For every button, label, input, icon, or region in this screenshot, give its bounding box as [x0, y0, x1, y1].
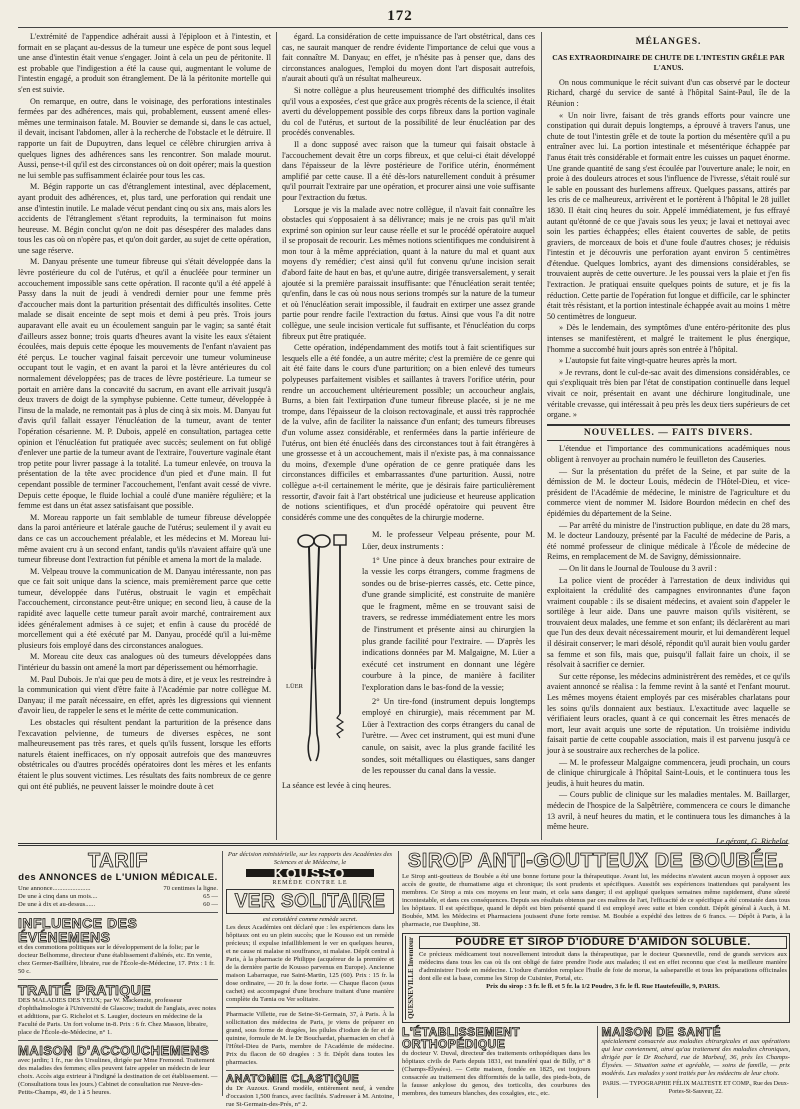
- tarif-label: De une à dix et au-dessus......: [18, 900, 96, 908]
- kousso-text: Les deux Académies ont déclaré que : les expériences dans les hôpitaux ont eu un plein succès; que le Kousso est un remède précieux; il expulse infailliblement le ver en quelques heures, et ne cause ni malaise ni souffrance, ni malaise. Dépôt central à Paris, à la pharmacie de Philippe (acquéreur de la première et de la dernière partie de Kousso parvenus en Europe). Ancienne maison Labarraque, rue Saint-Martin, 125 (60). Prix : 15 fr. la dose ordinaire, — 20 fr. la dose forte. — Chaque flacon (sous cachet) est accompagné d'une brochure traitant d'une manière complète du Tænia ou Ver solitaire.: [226, 924, 394, 1003]
- paragraph: L'étendue et l'importance des communications académiques nous obligent à renvoyer au prochain numéro le feuilleton des Causeries.: [547, 444, 790, 464]
- paragraph: » Dès le lendemain, des symptômes d'une entéro-péritonite des plus intenses se manifestèrent, et malgré le traitement le plus énergique, l'homme a succombé huit jours après son entrée à l'hôpital.: [547, 323, 790, 354]
- signature: Le gérant, G. Richelot.: [715, 836, 790, 846]
- paragraph: — On lit dans le Journal de Toulouse du 3 avril :: [559, 563, 717, 573]
- ads-left: [18, 851, 218, 1096]
- column-1: [18, 32, 271, 840]
- paragraph: — M. le professeur Malgaigne commencera, jeudi prochain, un cours de clinique chirurgicale à l'hôpital Saint-Louis, et le continuera tous les jeudis, à huit heures du matin.: [547, 757, 790, 788]
- column-divider: [398, 851, 399, 1096]
- page-number: 172: [387, 8, 413, 24]
- instrument-figure: [282, 529, 356, 779]
- paragraph: — Sur la présentation du préfet de la Seine, et par suite de la démission de M. le docteur Louis, médecin de l'Hôtel-Dieu, et vice-président de l'Académie de médecine, le ministre de l'agriculture et du commerce vient de nommer M. Isidore Bourdon médecin en chef des épidémies du département de la Seine.: [547, 466, 790, 518]
- tarif-label: Une annonce.......................: [18, 884, 91, 892]
- paragraph: M. Paul Dubois. Je n'ai que peu de mots à dire, et je veux les restreindre à la communication qui vient d'être faite à l'Académie par notre collègue M. Danyau; il me paraît nécessaire, en effet, après les digressions qui viennent d'avoir lieu, de rappeler le sens et le mérite de cette communication.: [18, 674, 271, 716]
- advertisements-rule: [18, 843, 788, 846]
- tarif-row: [18, 893, 218, 901]
- paragraph: M. Velpeau trouve la communication de M. Danyau intéressante, non pas que ce fait soit unique dans la science, mais premièrement parce que cette tumeur, développée dans l'utérus, obstruait le vagin et empêchait l'accouchement, circonstance peut-être unique; en second lieu, à cause de la rapidité avec laquelle cette tumeur paraît avoir marché, contrairement aux idées généralement admises à ce sujet; et enfin à cause du procédé de morcellement qui a été exécuté par M. Danyau, procédé qu'il a lui-même plusieurs fois employé dans des circonstances analogues.: [18, 566, 271, 650]
- paragraph: Cette opération, indépendamment des motifs tout à fait scientifiques sur lesquels elle a été fondée, a un autre mérite; c'est la première de ce genre qui ait été faite dans le cours d'une parturition; on a bien enlevé des tumeurs polypeuses parfaitement visibles et saillantes à travers l'orifice utérin, pour rendre un accouchement ultérieurement possible; un accoucheur anglais, Burns, a bien fait l'extirpation d'une tumeur fibreuse placée, si je ne me trompe, dans l'épaisseur de la cloison rectovaginale, et aussi très rapprochée de la vulve, afin de faciliter la naissance d'un enfant; des tumeurs fibreuses d'un volume assez considérable, et renfermées dans la partie inférieure de l'utérus, ont bien été énucléés dans des circonstances tout à fait étrangères à une grossesse et à un accouchement, mais il n'existe pas, à ma connaissance du moins, d'exemple d'une opération de ce genre pratiquée dans les circonstances difficiles et embarrassantes d'une parturition. Aussi, notre collègue a-t-il certainement le mérite, que je désirais faire particulièrement ressortir, d'avoir fait à l'art obstétrical une judicieuse et heureuse application de notions scientifiques, et d'un procédé opératoire qui peuvent être considérés comme une des conquêtes de la chirurgie moderne.: [282, 343, 535, 522]
- paragraph: « Un noir livre, faisant de très grands efforts pour vaincre une constipation qui durait depuis longtemps, a éprouvé à travers l'anus, une chute de tout l'intestin grêle et de toute la portion du mésentère qu'il a pu entraîner avec lui. La portion intestinale et mésentérique échappée par l'anus était très considérable et formait entre les cuisses un paquet énorme. Une grande quantité de sang s'est écoulée par l'ouverture anale; le noir, en proie à des douleurs atroces et sous l'influence de l'ivresse, s'était roulé sur le sable en poussant des hurlemens affreux. Quelques passans, attirés par les cris de ce malheureux, arrivèrent et le portèrent à l'hôpital le 28 juillet 1830. Il était cinq heures du soir. Appelé immédiatement, je fus effrayé autant qu'étonné de ce que j'avais sous les yeux; je lavai et nettoyai avec soin les parties échappées; elles étaient couvertes de sable, de petits graviers, de morceaux de bois et d'une foule d'autres choses; je réduisis l'intestin et je découvris une perforation ayant environ 5 centimètres d'étendue. Quelques lombrics, ayant des dimensions considérables, se trouvaient auprès de cette ouverture. Je les poussai vers la plaie et j'en fis l'extraction. Je pratiquai ensuite quelques points de suture, et je fis la réduction. Cette partie de l'opération fut longue et difficile, car le sphincter était très résistant, et la portion intestinale échappée avait au moins 1 mètre 50 centimètres de longueur.: [547, 110, 790, 321]
- paragraph: Il a donc supposé avec raison que la tumeur qui faisait obstacle à l'accouchement devait être un corps fibreux, et que celui-ci était développé dans l'épaisseur de la lèvre postérieure de l'orifice utérin, énormément amplifié par cette cause. Il a été dès-lors naturellement conduit à présumer qu'il pourrait l'extraire par une opération, et procurer ainsi une voie suffisante pour l'extraction du fœtus.: [282, 139, 535, 202]
- tarif-value: 60 —: [203, 900, 218, 908]
- paragraph: M. Moreau rapporte un fait semblable de tumeur fibreuse développée dans la paroi antérieure et latérale gauche de l'utérus; seulement il y avait eu dans ce cas un accouchement préalable, et les médecins et M. Moreau lui-même avaient cru à un second enfant, tandis qu'ils n'avaient affaire qu'à une tumeur fibreuse dont l'extraction fut pénible et amena la mort de la malade.: [18, 512, 271, 565]
- maison-sante-title: MAISON DE SANTÉ: [601, 1024, 722, 1039]
- paragraph: égard. La considération de cette impuissance de l'art obstétrical, dans ces cas, ne saurait manquer de rendre évidente l'importance de celui que vous a fait connaître M. Danyau; en effet, je n'hésite pas à penser que, dans des circonstances analogues, l'emploi du moyen dont l'art disposait autrefois, n'aurait abouti qu'à un résultat malheureux.: [282, 32, 535, 84]
- kousso-header: Par décision ministérielle, sur les rapports des Académies des Sciences et de Médecine, le: [227, 851, 393, 866]
- melanges-subtitle: CAS EXTRAORDINAIRE DE CHUTE DE L'INTESTIN GRÊLE PAR L'ANUS.: [552, 52, 785, 73]
- kousso-sub: REMÈDE CONTRE LE: [272, 880, 348, 886]
- poudre-title: POUDRE ET SIROP D'IODURE D'AMIDON SOLUBLE.: [419, 936, 787, 949]
- influence-title: INFLUENCE DES ÉVÉNEMENS: [18, 914, 138, 945]
- kousso-desc: est considéré comme remède secret.: [262, 916, 358, 923]
- paragraph: Sur cette réponse, les médecins administrèrent des remèdes, et ce qu'ils avaient annoncé se réalisa : la femme revint à la santé et l'enfant mourut. Les mêmes moyens étaient employés par ces misérables charlatans pour les soins qu'ils donnaient aux bestiaux. L'exactitude avec laquelle se vérifiaient leurs oracles, quant à ce qui concernait les êtres menacés de mort, leur avait acquis une sorte de réputation. Un troisième individu faisait partie de cette coupable association, mais il est parvenu jusqu'à ce jour à se soustraire aux recherches de la police.: [547, 671, 790, 755]
- maison-sante-ad: [597, 1026, 791, 1098]
- paragraph: M. le professeur Velpeau présente, pour M. Lüer, deux instruments :: [362, 530, 535, 551]
- pharmacie-text: Pharmacie Villette, rue de Seine-St-Germain, 37, à Paris. À la sollicitation des médecins de Paris, je viens de préparer en grand, sous forme de dragées, les pilules d'iodure de fer et de quinine, formule de M. le Dr Bouchardat, pharmacien en chef à l'Hôtel-Dieu de Paris, membre de l'Académie de médecine. Prix du flacon de 60 dragées : 3 fr. Dépôt dans toutes les pharmacies.: [226, 1011, 394, 1066]
- figure-label: LÜER: [286, 683, 303, 691]
- paragraph: La police vient de procéder à l'arrestation de deux individus qui exploitaient la crédulité des campagnes environnantes d'une façon vraiment coupable : ils se disaient médecins, et avaient soin d'appeler le sortilège à leur aide. Dans une pauvre maison qu'ils visitèrent, se trouvaient deux malades, une femme et son enfant; ils déclarèrent au mari que l'un des deux devait nécessairement mourir, et lui demandèrent lequel il désirait conserver; le mari désolé, répondit qu'il aurait bien voulu garder sa femme et son fils, mais que, puisqu'il fallait faire un choix, il se résolvait à sacrifier ce dernier.: [547, 575, 790, 670]
- paragraph: M. Moreau cite deux cas analogues où des tumeurs développées dans l'intérieur du bassin ont amené la mort par déperissement ou hémorrhagie.: [18, 652, 271, 673]
- poudre-body: [419, 936, 787, 1020]
- ads-right: [402, 851, 790, 1096]
- quesneville-label: QUESNEVILLE Inventeur: [407, 937, 415, 1019]
- maison-text: avec jardin; 1 fr., rue des Ursulines, dirigée par Mme Fremond. Traitement des maladies des femmes; elles peuvent faire appeler un médecin de leur choix. Accès aigu extrieur à l'indigné la destination de cet établissement. — (Consultations tous les jours.) Cabinet de consultation rue Neuve-des-Petits-Champs, 49, de 1 à 5 heures.: [18, 1056, 218, 1096]
- tarif-subtitle: des ANNONCES de L'UNION MÉDICALE.: [18, 872, 218, 883]
- divider: [226, 1070, 394, 1071]
- imprimerie: PARIS. — TYPOGRAPHIE FÉLIX MALTESTE ET COMP., Rue des Deux-Portes-St-Sauveur, 22.: [602, 1080, 789, 1095]
- divider: [18, 979, 218, 980]
- ads-center: [226, 851, 394, 1108]
- poudre-ad: [402, 933, 790, 1023]
- bottom-ads: [402, 1026, 790, 1098]
- nouvelles-title: NOUVELLES. — FAITS DIVERS.: [547, 424, 790, 442]
- instrument-section: [282, 529, 535, 779]
- paragraph: Les obstacles qui résultent pendant la parturition de la présence dans l'excavation pelvienne, de tumeurs de diverses espèces, ne sont malheureusement pas très rares, et quels qu'ils fussent, lorsque les efforts naturels étaient inefficaces, on n'y opposait autrefois que des manœuvres obstétricales ou d'autres procédés opératoires dont les mères et les enfants étaient le plus souvent victimes. Les résultats des faits nombreux de ce genre qui ont été publiés, ne peuvent laisser le moindre doute à cet: [18, 718, 271, 791]
- tarif-label: De une à cinq dans un mois....: [18, 892, 98, 900]
- maison-sante-text: spécialement consacrée aux maladies chirurgicales et aux opérations qui leur conviennent, ainsi qu'au traitement des maladies chroniques, dirigée par le Dr Rochard, rue de Marbeuf, 36, près les Champs-Élysées. — Situation saine et agréable, — soins de famille, — prix modérés. Les malades y sont traités par les médecins de leur choix.: [601, 1037, 790, 1077]
- ver-solitaire: VER SOLITAIRE: [226, 889, 394, 914]
- instrument-description: [362, 529, 535, 779]
- paragraph: — Par arrêté du ministre de l'instruction publique, en date du 28 mars, M. le docteur Landouzy, présenté par la Faculté de médecine de Paris, a été nommé professeur de clinique médicale à l'École de médecine de Reims, en remplacement de M. de Savigny, démissionnaire.: [547, 520, 790, 562]
- paragraph: » L'autopsie fut faite vingt-quatre heures après la mort.: [559, 356, 737, 366]
- top-rule: [18, 27, 788, 28]
- tarif-row: [18, 885, 218, 893]
- maison-title: MAISON D'ACCOUCHEMENS: [18, 1042, 210, 1058]
- column-divider: [541, 32, 542, 840]
- divider: [226, 1007, 394, 1008]
- column-divider: [276, 32, 277, 840]
- sirop-text: Le Sirop anti-goutteux de Boubée a été une bonne fortune pour la thérapeutique. Avant lui, les médecins n'avaient aucun moyen à opposer aux accès de goutte, de rhumatisme aigu et chronique; ils sont prudents et spécifiques. Aussitôt ses expériences inattendues qui paralysent les membres. Ce Sirop a mis ces moyens en leur main, et cela sans danger; il est appliqué quelques semaines même rapidement, d'une sûreté incontestable, et dans ces conséquences. Depuis ses résultats obtenus par ces maîtres de l'art, l'efficacité de ce spécifique a été constatée dans tous les hôpitaux. Il est spécifique, quand le dépôt est bien présenté quand il est employé avec suite et bien conduit. Dépôt général à Auch, à M. Boubée, MM. les Médecins et Pharmaciens jouissent d'une forte remise. M. Boubée a expédié des lettres de 6 francs. — Dépôt à Paris, à la pharmacie, rue Dauphine, 38.: [402, 873, 790, 928]
- tarif-value: 65 —: [203, 892, 218, 900]
- paragraph: Si notre collègue a plus heureusement triomphé des difficultés insolites qu'il vous a exposées, c'est que grâce aux progrès récents de la science, il était averti du développement possible des corps fibreux dans la portion vaginale du col de l'utérus, et surtout de la possibilité de leur énucléation par des procédés convenables.: [282, 85, 535, 138]
- column-3: [547, 32, 790, 846]
- tarif-row: [18, 901, 218, 909]
- paragraph: » Je revrans, dont le cul-de-sac avait des dimensions considérables, ce qui s'expliquait très bien par l'état de constipation continuelle dans lequel vivait ce noir, présentait en avant une déchirure longitudinale, une véritable crevasse, qui intéressait à peu près les deux tiers supérieurs de cet organe. »: [547, 367, 790, 420]
- anatomie-title: ANATOMIE CLASTIQUE: [226, 1073, 360, 1085]
- paragraph: 1° Une pince à deux branches pour extraire de la vessie les corps étrangers, comme fragmens de sondes ou de brise-pierres cassés, etc. Cette pince, d'une grande simplicité, est construite de manière que le fragment, même en se trouvant saisi de travers, se redresse immédiatement entre les mors de l'instrument et présente ainsi au chirurgien la plus grande facilité pour l'extraire. — D'après les indications données par M. Malgaigne, M. Lüer a exécuté cet instrument en donnant une légère courbure à la pince, de manière à faciliter l'exploration dans le bas-fond de la vessie;: [362, 555, 535, 693]
- kousso-name: KOUSSO: [246, 869, 374, 877]
- divider: [18, 912, 218, 913]
- etab-text: du docteur V. Duval, directeur des traitements orthopédiques dans les hôpitaux civils de Paris depuis 1831, est transféré quai de Billy, n° 8 (Champs-Élysées). — Cette maison, fondée en 1825, est toujours consacrée au traitement des difformités de la taille, des pieds-bots, de la fausse ankylose du genou, des torticolis, des courbures des membres, des tumeurs blanches, des coxalgies, etc., etc.: [402, 1049, 591, 1097]
- anatomie-text: du Dr Auzoux. Grand modèle, entièrement neuf, à vendre d'occasion 1,500 francs, avec facilités. S'adresser à M. Antoine, rue St-Germain-des-Prés, n° 2.: [226, 1085, 394, 1108]
- paragraph: 2° Un tire-fond (instrument depuis longtemps employé en chirurgie), mais récemment par M. Lüer à l'extraction des corps étrangers du canal de l'urètre. — Avec cet instrument, qui est muni d'une canule, on saisit, avec la plus grande facilité les sondes, soit métalliques ou élastiques, sans danger de les repousser du canal dans la vessie.: [362, 696, 535, 776]
- column-2: [282, 32, 535, 840]
- tarif-value: 70 centimes la ligne.: [163, 884, 218, 892]
- paragraph: On nous communique le récit suivant d'un cas observé par le docteur Richard, chargé du service de santé à l'hôpital Saint-Paul, île de la Réunion :: [547, 77, 790, 108]
- paragraph: — Cours public de clinique sur les maladies mentales. M. Baillarger, médecin de l'hospice de la Salpêtrière, commencera ce cours le dimanche 13 avril, à neuf heures du matin, et le continuera tous les dimanches à la même heure.: [547, 790, 790, 832]
- surgical-instruments-illustration: [282, 529, 356, 779]
- paragraph: M. Danyau présente une tumeur fibreuse qui s'était développée dans la lèvre postérieure du col de l'utérus, et qu'il a énucléée pour terminer un accouchement impossible sans cette opération. Il raconte qu'il a été appelé à Passy dans la nuit de jeudi à vendredi dernier pour une femme près d'accoucher mais dont la parturition présentait des difficultés insolites. Cette malade se disait enceinte de sept mois et demi à peu près. Trois jours auparavant elle avait eu un écoulement sanguin par le vagin; sa santé était d'ailleurs assez bonne; trois quarts d'heures avant la visite les eaux s'étaient écoulées, mais depuis cette époque les mouvements de l'enfant n'avaient pas été perçus. Le toucher vaginal faisait percevoir une tumeur volumineuse occupant tout le vagin, et en avant la paroi et la lèvre antérieures du col normalement développées; pas de traces de lèvre postérieure. La tumeur se portait en arrière dans la concavité du sacrum, en avant elle arrivait jusqu'à deux travers de doigt de la symphyse pubienne. Cette tumeur, développée à l'insu de la malade, ne remontait pas à plus de cinq à six mois. M. Danyau fut d'avis qu'il fallait essayer l'énucléation de la tumeur, avant de tenter l'opération césarienne. M. P. Dubois, appelé en consultation, partagea cette opinion et l'énucléation fut pratiquée avec succès; seulement on fut obligé d'enlever une partie de la tumeur avant de l'extraire, l'ouverture vaginale étant trop petite pour livrer passage à la totalité. La tumeur enlevée, on trouva la présentation de la tête avec procidence d'un pied et d'une main. Il fut cependant possible de terminer l'accouchement, l'enfant avait cessé de vivre. Depuis cette époque, le fluide lochial a coulé d'une manière régulière; et la femme est dans un état assez satisfaisant que possible.: [18, 257, 271, 511]
- melanges-title: MÉLANGES.: [635, 37, 702, 47]
- paragraph: L'extrémité de l'appendice adhérait aussi à l'épiploon et à l'intestin, et formait en se plaçant au-dessus de la tumeur une espèce de pont sous lequel une anse d'intestin était venue s'engager. Joint à cela un peu de péritonite. Il est probable que l'indigestion a été la cause qui, augmentant le volume de l'intestin engagé, a produit son étranglement. De là la péritonite mortelle qui s'en est suivie.: [18, 32, 271, 94]
- traite-title: TRAITÉ PRATIQUE: [18, 981, 152, 998]
- poudre-price: Prix du sirop : 3 fr. le fl. et 5 fr. la 1/2 Poudre, 3 fr. le fl. Rue Hautefeuille, 9, PARIS.: [486, 983, 720, 990]
- poudre-text: Ce précieux médicament tout nouvellement introduit dans la thérapeutique, par le docteur Quesneville, rend de grands services aux médecins dans tous les cas où ils ont obligé de faire prendre l'iode aux malades; il est en effet reconnu que c'est la meilleure manière d'administrer l'iode en médecine. L'iodure d'amidon remplace l'huile de foie de morue, la salsepareille et tous les préparations officinales dont elle est la base, comme les Sirop de Cuisinier, Portal, etc.: [419, 951, 787, 982]
- closing-line: La séance est levée à cinq heures.: [282, 781, 391, 791]
- sirop-title: SIROP ANTI-GOUTTEUX DE BOUBÉE.: [407, 850, 785, 872]
- etablissement-ad: [402, 1026, 591, 1098]
- column-divider: [222, 851, 223, 1096]
- tarif-title: TARIF: [88, 850, 148, 872]
- paragraph: Lorsque je vis la malade avec notre collègue, il n'avait fait connaître les obstacles qui s'opposaient à sa délivrance; mais je ne crois pas qu'il m'ait exprimé son opinion sur leur cause réelle et sur le procédé opératoire auquel il se proposait de recourir. Les mêmes notions scientifiques me conduisirent à mon tour à la même appréciation, quant à la nature du mal et quant aux moyens d'y remédier; c'est ainsi qu'il fut convenu qu'une incision serait d'abord faite de haut en bas, et qu'une autre, dirigée transversalement, y serait ajoutée si la première paraissait insuffisante: que l'énucléation serait tentée; qu'enfin, dans le cas où nous nous serions trompés sur la nature de la tumeur et où l'énucléation serait impossible, il faudrait en extirper une assez grande partie pour rendre facile l'extraction du fœtus. Ainsi que vous l'a dit notre collègue, une seule incision verticale fut suffisante, et l'énucléation du corps fibreux put être pratiquée.: [282, 204, 535, 341]
- traite-text: DES MALADIES DES YEUX; par W. Mackenzie, professeur d'ophthalmologie à l'Université de Glascow; traduit de l'anglais, avec notes et additions, par G. Richelot et S. Laugier, docteurs en médecine de la Faculté de Paris. Un fort volume in-8. Prix : 6 fr. Chez Masson, libraire, place de l'École-de-Médecine, n° 1.: [18, 996, 217, 1036]
- influence-text: et des commotions politiques sur le développement de la folie; par le docteur Belhomme, directeur d'une établissement d'aliénés, etc. En vente, chez Germer-Baillière, libraire, rue de l'École-de-Médecine, 17. Prix : 1 fr. 50 c.: [18, 943, 215, 975]
- paragraph: On remarque, en outre, dans le voisinage, des perforations intestinales fermées par des adhérences, mais qui, probablement, eussent amené elles-mêmes une terminaison fatale. M. Bouvier se demande si, dans le cas actuel, il devait, incisant l'abdomen, aller à la recherche de l'obstacle et le détruire. Il rapporte un fait de Dupuytren, dans lequel ce célèbre chirurgien arriva à quelques lignes des adhérences sans les rencontrer. Son malade mourut. Aussi, pense-t-il qu'il est des circonstances où on doit opérer; mais la question ne lui semble pas suffisamment éclairée pour tous les cas.: [18, 96, 271, 180]
- paragraph: M. Bégin rapporte un cas d'étranglement intestinal, avec déplacement, ayant produit des adhérences, et, plus tard, une perforation qui rendait une anse d'intestin inutile. Le malade vécut pendant cinq ou six ans, mais alors les accidents de l'étranglement s'étant reproduits, la terminaison fut moins heureuse. M. Bégin conclut qu'on ne doit pas désespérer des malades dans tous les cas où on n'opère pas, et qu'on doit garder, au sujet de cette opération, une sage réserve.: [18, 182, 271, 255]
- etab-title: L'ÉTABLISSEMENT ORTHOPÉDIQUE: [402, 1024, 521, 1051]
- divider: [18, 1040, 218, 1041]
